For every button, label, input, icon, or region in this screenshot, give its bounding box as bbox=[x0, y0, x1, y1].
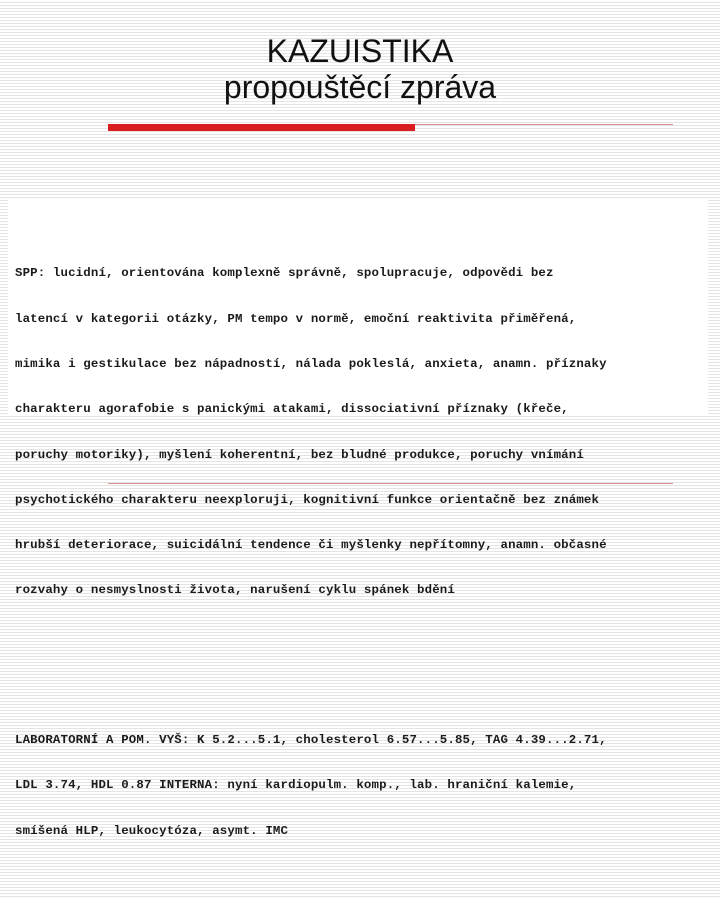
report-line: SPP: lucidní, orientována komplexně správně, spolupracuje, odpovědi bez bbox=[15, 266, 554, 281]
report-line: rozvahy o nesmyslnosti života, narušení cyklu spánek bdění bbox=[15, 583, 455, 598]
bottom-divider bbox=[108, 483, 673, 484]
title-underline-accent bbox=[108, 124, 415, 131]
paragraph-gap bbox=[15, 659, 715, 673]
report-line: hrubší deteriorace, suicidální tendence či myšlenky nepřítomny, anamn. občasné bbox=[15, 538, 607, 553]
report-line: mimika i gestikulace bez nápadností, nálada pokleslá, anxieta, anamn. příznaky bbox=[15, 356, 607, 371]
lab-results-paragraph bbox=[15, 703, 715, 869]
report-text bbox=[15, 206, 715, 899]
psych-exam-paragraph bbox=[15, 236, 715, 628]
slide-title bbox=[0, 33, 720, 105]
title-underline-thin bbox=[415, 124, 673, 125]
report-line: LDL 3.74, HDL 0.87 INTERNA: nyní kardiopulm. komp., lab. hraniční kalemie, bbox=[15, 778, 577, 793]
report-line: psychotického charakteru neexploruji, kognitivní funkce orientačně bez známek bbox=[15, 492, 600, 507]
report-line: charakteru agorafobie s panickými atakami, dissociativní příznaky (křeče, bbox=[15, 402, 569, 417]
report-line: latencí v kategorii otázky, PM tempo v normě, emoční reaktivita přiměřená, bbox=[15, 311, 577, 326]
slide-title-line-1: KAZUISTIKA bbox=[266, 33, 454, 69]
report-line: LABORATORNÍ A POM. VYŠ: K 5.2...5.1, cholesterol 6.57...5.85, TAG 4.39...2.71, bbox=[15, 733, 607, 748]
scanned-report-image bbox=[8, 200, 708, 838]
slide-title-line-2: propouštěcí zpráva bbox=[223, 69, 497, 105]
report-line: smíšená HLP, leukocytóza, asymt. IMC bbox=[15, 823, 289, 838]
report-line: poruchy motoriky), myšlení koherentní, bez bludné produkce, poruchy vnímání bbox=[15, 447, 584, 462]
